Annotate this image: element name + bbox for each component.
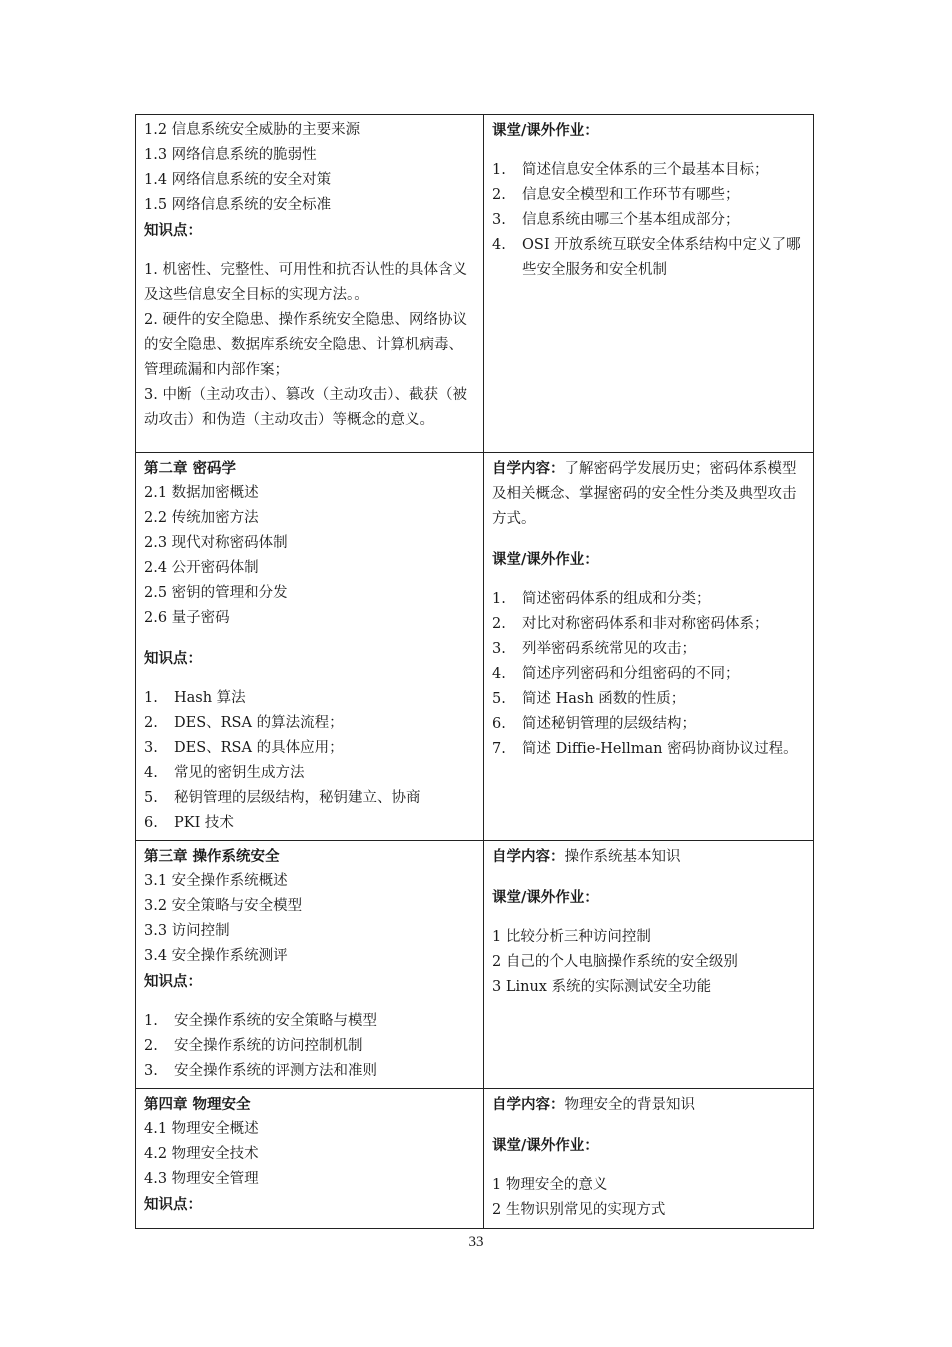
chapter2-content-cell xyxy=(136,453,484,841)
homework-label: 课堂/课外作业： xyxy=(492,1137,599,1154)
section-item: 2.4 公开密码体制 xyxy=(144,560,259,576)
item-number: 4. xyxy=(492,666,506,682)
self-study-label: 自学内容： xyxy=(492,460,565,477)
knowledge-paragraph: 2. 硬件的安全隐患、操作系统安全隐患、网络协议的安全隐患、数据库系统安全隐患、计算机病毒、管理疏漏和内部作案； xyxy=(144,312,467,378)
section-item: 1.5 网络信息系统的安全标准 xyxy=(144,197,332,213)
chapter4-homework-cell xyxy=(484,1089,814,1229)
knowledge-label: 知识点： xyxy=(144,650,202,667)
section-item: 3.4 安全操作系统测评 xyxy=(144,948,288,964)
knowledge-item xyxy=(144,686,475,711)
item-text: DES、RSA 的具体应用； xyxy=(174,740,344,756)
item-number: 1. xyxy=(144,1013,158,1029)
section-item: 2.6 量子密码 xyxy=(144,610,230,626)
self-study-label: 自学内容： xyxy=(492,848,565,865)
knowledge-item xyxy=(144,711,475,736)
knowledge-item xyxy=(144,786,475,811)
item-number: 4. xyxy=(492,237,506,253)
item-text: 信息系统由哪三个基本组成部分； xyxy=(522,212,740,228)
homework-item xyxy=(492,687,805,712)
knowledge-item xyxy=(144,1059,475,1084)
chapter-title: 第四章 物理安全 xyxy=(144,1096,251,1113)
homework-item xyxy=(492,158,805,183)
page-number: 33 xyxy=(468,1234,484,1250)
item-text: 简述秘钥管理的层级结构； xyxy=(522,716,696,732)
table-row xyxy=(136,453,814,841)
homework-item xyxy=(492,662,805,687)
homework-item xyxy=(492,208,805,233)
section-item: 1.4 网络信息系统的安全对策 xyxy=(144,172,332,188)
item-text: 简述 Hash 函数的性质； xyxy=(522,691,686,707)
homework-item: 2 自己的个人电脑操作系统的安全级别 xyxy=(492,954,738,970)
table-row xyxy=(136,1089,814,1229)
item-text: 简述 Diffie-Hellman 密码协商协议过程。 xyxy=(522,741,798,757)
item-text: 列举密码系统常见的攻击； xyxy=(522,641,696,657)
knowledge-item xyxy=(144,811,475,836)
table-row xyxy=(136,115,814,453)
item-number: 1. xyxy=(492,591,506,607)
homework-item xyxy=(492,737,805,762)
section-item: 3.1 安全操作系统概述 xyxy=(144,873,288,889)
item-text: 安全操作系统的访问控制机制 xyxy=(174,1038,363,1054)
section-item: 3.2 安全策略与安全模型 xyxy=(144,898,303,914)
item-number: 5. xyxy=(492,691,506,707)
item-number: 2. xyxy=(492,616,506,632)
item-text: 安全操作系统的评测方法和准则 xyxy=(174,1063,377,1079)
knowledge-item xyxy=(144,1009,475,1034)
self-study-block xyxy=(492,456,805,532)
knowledge-item xyxy=(144,736,475,761)
chapter3-homework-cell xyxy=(484,841,814,1089)
item-text: 常见的密钥生成方法 xyxy=(174,765,305,781)
self-study-text: 了解密码学发展历史；密码体系模型及相关概念、掌握密码的安全性分类及典型攻击方式。 xyxy=(492,461,797,527)
item-number: 1. xyxy=(492,162,506,178)
homework-item: 1 比较分析三种访问控制 xyxy=(492,929,651,945)
self-study-block xyxy=(492,844,805,870)
item-text: OSI 开放系统互联安全体系结构中定义了哪些安全服务和安全机制 xyxy=(522,237,801,278)
item-text: 秘钥管理的层级结构，秘钥建立、协商 xyxy=(174,790,421,806)
table-row xyxy=(136,841,814,1089)
item-text: 信息安全模型和工作环节有哪些； xyxy=(522,187,740,203)
homework-item xyxy=(492,233,805,283)
homework-item: 2 生物识别常见的实现方式 xyxy=(492,1202,666,1218)
chapter4-content-cell xyxy=(136,1089,484,1229)
item-text: 简述密码体系的组成和分类； xyxy=(522,591,711,607)
item-number: 6. xyxy=(144,815,158,831)
homework-item xyxy=(492,712,805,737)
item-number: 3. xyxy=(492,212,506,228)
knowledge-label: 知识点： xyxy=(144,973,202,990)
item-text: 安全操作系统的安全策略与模型 xyxy=(174,1013,377,1029)
homework-label: 课堂/课外作业： xyxy=(492,889,599,906)
section-item: 2.2 传统加密方法 xyxy=(144,510,259,526)
section-item: 4.1 物理安全概述 xyxy=(144,1121,259,1137)
self-study-label: 自学内容： xyxy=(492,1096,565,1113)
homework-label: 课堂/课外作业： xyxy=(492,551,599,568)
self-study-text: 物理安全的背景知识 xyxy=(564,1097,695,1113)
chapter3-content-cell xyxy=(136,841,484,1089)
item-number: 6. xyxy=(492,716,506,732)
homework-item xyxy=(492,612,805,637)
knowledge-label: 知识点： xyxy=(144,222,202,239)
homework-item xyxy=(492,637,805,662)
homework-item xyxy=(492,587,805,612)
item-number: 3. xyxy=(492,641,506,657)
item-text: Hash 算法 xyxy=(174,690,246,706)
chapter2-homework-cell xyxy=(484,453,814,841)
chapter1-content-cell xyxy=(136,115,484,453)
section-item: 2.5 密钥的管理和分发 xyxy=(144,585,288,601)
homework-label: 课堂/课外作业： xyxy=(492,122,599,139)
self-study-text: 操作系统基本知识 xyxy=(564,849,681,865)
section-item: 1.3 网络信息系统的脆弱性 xyxy=(144,147,317,163)
item-number: 3. xyxy=(144,740,158,756)
section-item: 4.3 物理安全管理 xyxy=(144,1171,259,1187)
item-number: 2. xyxy=(144,715,158,731)
knowledge-item xyxy=(144,1034,475,1059)
knowledge-paragraph: 1. 机密性、完整性、可用性和抗否认性的具体含义及这些信息安全目标的实现方法。。 xyxy=(144,262,467,303)
syllabus-table xyxy=(135,114,814,1229)
item-number: 5. xyxy=(144,790,158,806)
item-number: 2. xyxy=(144,1038,158,1054)
knowledge-label: 知识点： xyxy=(144,1196,202,1213)
homework-item xyxy=(492,183,805,208)
homework-item: 1 物理安全的意义 xyxy=(492,1177,608,1193)
homework-item: 3 Linux 系统的实际测试安全功能 xyxy=(492,979,712,995)
item-number: 7. xyxy=(492,741,506,757)
item-text: PKI 技术 xyxy=(174,815,234,831)
chapter1-homework-cell xyxy=(484,115,814,453)
chapter-title: 第二章 密码学 xyxy=(144,460,237,477)
item-number: 4. xyxy=(144,765,158,781)
section-item: 3.3 访问控制 xyxy=(144,923,230,939)
knowledge-item xyxy=(144,761,475,786)
chapter-title: 第三章 操作系统安全 xyxy=(144,848,280,865)
section-item: 4.2 物理安全技术 xyxy=(144,1146,259,1162)
section-item: 1.2 信息系统安全威胁的主要来源 xyxy=(144,122,361,138)
section-item: 2.3 现代对称密码体制 xyxy=(144,535,288,551)
section-item: 2.1 数据加密概述 xyxy=(144,485,259,501)
item-text: 简述序列密码和分组密码的不同； xyxy=(522,666,740,682)
item-text: 对比对称密码体系和非对称密码体系； xyxy=(522,616,769,632)
item-text: DES、RSA 的算法流程； xyxy=(174,715,344,731)
item-text: 简述信息安全体系的三个最基本目标； xyxy=(522,162,769,178)
knowledge-paragraph: 3. 中断（主动攻击）、篡改（主动攻击）、截获（被动攻击）和伪造（主动攻击）等概念的意义。 xyxy=(144,387,467,428)
item-number: 1. xyxy=(144,690,158,706)
self-study-block xyxy=(492,1092,805,1118)
item-number: 3. xyxy=(144,1063,158,1079)
item-number: 2. xyxy=(492,187,506,203)
